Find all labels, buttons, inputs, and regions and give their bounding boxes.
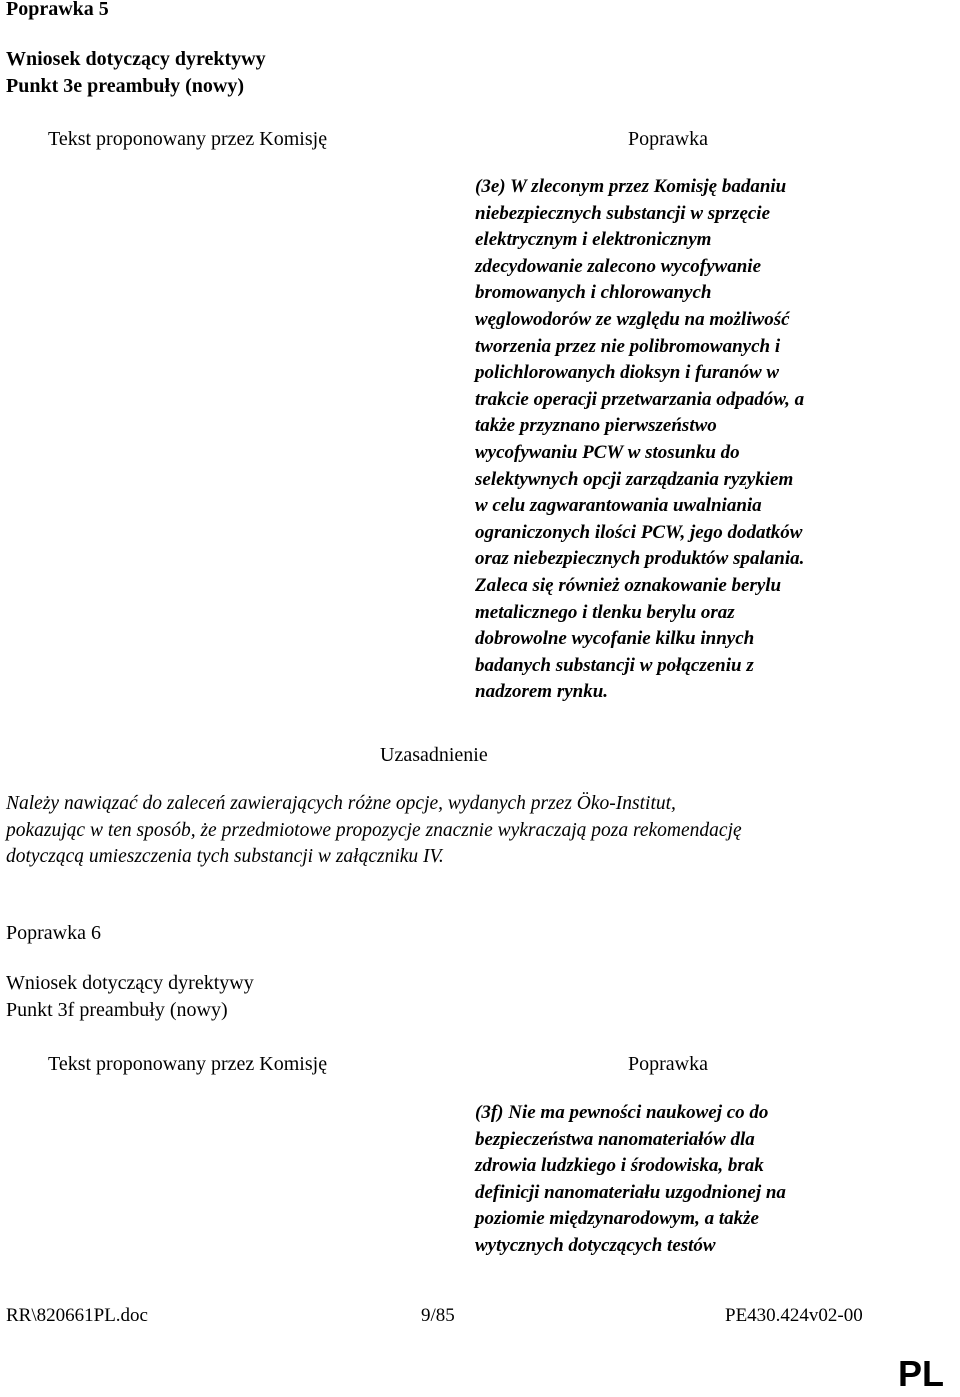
- text-line: zdecydowanie zalecono wycofywanie: [475, 255, 762, 277]
- amendment-6-commission-column-heading: Tekst proponowany przez Komisję: [48, 1053, 328, 1075]
- amendment-5-point: Punkt 3e preambuły (nowy): [6, 75, 244, 97]
- text-line: tworzenia przez nie polibromowanych i: [475, 335, 781, 357]
- footer-pe-reference: PE430.424v02-00: [725, 1305, 863, 1326]
- amendment-6-point: Punkt 3f preambuły (nowy): [6, 999, 228, 1021]
- text-line: wytycznych dotyczących testów: [475, 1234, 716, 1256]
- amendment-6-text: [475, 1100, 915, 1260]
- footer-page-number: 9/85: [421, 1305, 455, 1326]
- text-line: poziomie międzynarodowym, a także: [475, 1208, 759, 1230]
- text-line: metalicznego i tlenku berylu oraz: [475, 601, 735, 623]
- text-line: Zaleca się również oznakowanie berylu: [475, 574, 782, 596]
- justification-line: dotyczącą umieszczenia tych substancji w załączniku IV.: [6, 846, 444, 867]
- text-line: trakcie operacji przetwarzania odpadów, a: [475, 388, 805, 410]
- text-line: elektrycznym i elektronicznym: [475, 229, 712, 251]
- text-line: definicji nanomateriału uzgodnionej na: [475, 1181, 786, 1203]
- text-line: ograniczonych ilości PCW, jego dodatków: [475, 521, 803, 543]
- text-line: węglowodorów ze względu na możliwość: [475, 308, 790, 330]
- text-line: bezpieczeństwa nanomateriałów dla: [475, 1128, 755, 1150]
- amendment-6-amendment-column-heading: Poprawka: [628, 1053, 708, 1075]
- text-line: bromowanych i chlorowanych: [475, 282, 712, 304]
- justification-line: Należy nawiązać do zaleceń zawierających różne opcje, wydanych przez Öko-Institut,: [6, 793, 676, 814]
- justification-heading: Uzasadnienie: [380, 744, 488, 766]
- text-line: oraz niebezpiecznych produktów spalania.: [475, 548, 805, 570]
- text-line: zdrowia ludzkiego i środowiska, brak: [475, 1155, 764, 1177]
- text-line: badanych substancji w połączeniu z: [475, 654, 754, 676]
- amendment-6-proposal: Wniosek dotyczący dyrektywy: [6, 972, 254, 994]
- amendment-5-proposal: Wniosek dotyczący dyrektywy: [6, 48, 266, 70]
- text-line: (3f) Nie ma pewności naukowej co do: [475, 1102, 769, 1123]
- amendment-5-commission-column-heading: Tekst proponowany przez Komisję: [48, 128, 328, 150]
- justification-text: [6, 791, 956, 871]
- amendment-6-title: Poprawka 6: [6, 922, 101, 944]
- text-line: polichlorowanych dioksyn i furanów w: [475, 362, 780, 384]
- justification-line: pokazując w ten sposób, że przedmiotowe propozycje znacznie wykraczają poza rekomendację: [6, 819, 742, 841]
- footer-document-reference: RR\820661PL.doc: [6, 1305, 148, 1326]
- text-line: nadzorem rynku.: [475, 681, 609, 703]
- language-code: PL: [898, 1353, 945, 1394]
- text-line: niebezpiecznych substancji w sprzęcie: [475, 202, 771, 224]
- text-line: wycofywaniu PCW w stosunku do: [475, 441, 740, 463]
- amendment-5-text: [475, 174, 915, 706]
- text-line: w celu zagwarantowania uwalniania: [475, 495, 762, 517]
- text-line: (3e) W zleconym przez Komisję badaniu: [475, 176, 787, 197]
- text-line: dobrowolne wycofanie kilku innych: [475, 628, 755, 650]
- amendment-5-amendment-column-heading: Poprawka: [628, 128, 708, 150]
- text-line: także przyznano pierwszeństwo: [475, 415, 717, 437]
- text-line: selektywnych opcji zarządzania ryzykiem: [475, 468, 794, 490]
- amendment-5-title: Poprawka 5: [6, 0, 109, 20]
